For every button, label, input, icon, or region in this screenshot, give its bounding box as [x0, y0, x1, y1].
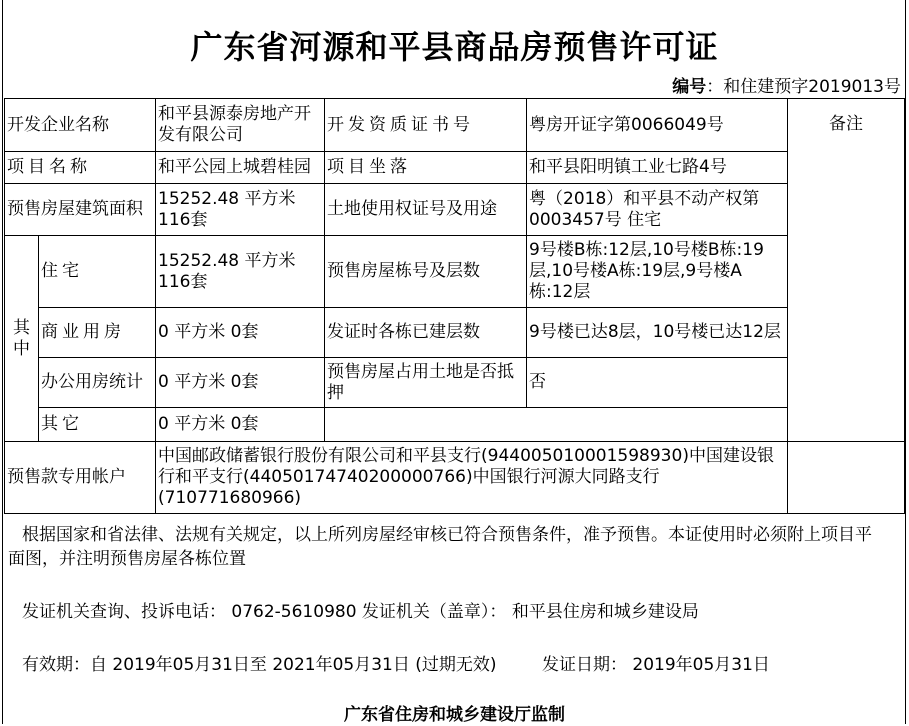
validity-text: 有效期：自 2019年05月31日至 2021年05月31日 (过期无效): [22, 655, 497, 675]
project-location-label: 项目坐落: [325, 152, 527, 184]
office-value: 0 平方米 0套: [156, 358, 325, 408]
presale-area-value: 15252.48 平方米 116套: [156, 184, 325, 236]
office-label: 办公用房统计: [39, 358, 156, 408]
building-floors-label: 预售房屋栋号及层数: [325, 236, 527, 308]
presale-area-label: 预售房屋建筑面积: [5, 184, 156, 236]
developer-label: 开发企业名称: [5, 99, 156, 152]
residential-value: 15252.48 平方米 116套: [156, 236, 325, 308]
mortgage-label: 预售房屋占用土地是否抵押: [325, 358, 527, 408]
certificate-number: [672, 72, 901, 97]
building-floors-value: 9号楼B栋:12层,10号楼B栋:19层,10号楼A栋:19层,9号楼A栋:12层: [527, 236, 788, 308]
account-value: 中国邮政储蓄银行股份有限公司和平县支行(944005010001598930)中国建设银行和平支行(44050174740200000766)中国银行河源大同路支行(710771680966): [156, 442, 788, 514]
built-floors-value: 9号楼已达8层，10号楼已达12层: [527, 308, 788, 358]
mortgage-value: 否: [527, 358, 788, 408]
commercial-label: 商业用房: [39, 308, 156, 358]
supervisor-footer: 广东省住房和城乡建设厅监制: [344, 705, 565, 725]
certificate-title: 广东省河源和平县商品房预售许可证: [190, 28, 719, 66]
residential-label: 住宅: [39, 236, 156, 308]
other-value: 0 平方米 0套: [156, 408, 325, 442]
permit-table: [4, 98, 905, 514]
issue-date-text: 发证日期： 2019年05月31日: [542, 655, 770, 675]
contact-text: 发证机关查询、投诉电话： 0762-5610980 发证机关（盖章）： 和平县住房和城乡建设局: [22, 602, 699, 622]
account-remark-cell: [788, 442, 905, 514]
number-label: 编号: [672, 77, 707, 97]
remark-cell: 备注: [788, 99, 905, 442]
statement-text: 根据国家和省法律、法规有关规定，以上所列房屋经审核已符合预售条件，准予预售。本证使用时必须附上项目平面图，并注明预售房屋各栋位置: [8, 525, 872, 569]
qualification-label: 开发资质证书号: [325, 99, 527, 152]
among-label: [5, 236, 39, 442]
qualification-value: 粤房开证字第0066049号: [527, 99, 788, 152]
number-value: ：和住建预字2019013号: [706, 77, 901, 97]
project-location-value: 和平县阳明镇工业七路4号: [527, 152, 788, 184]
built-floors-label: 发证时各栋已建层数: [325, 308, 527, 358]
developer-value: 和平县源泰房地产开发有限公司: [156, 99, 325, 152]
account-label: 预售款专用帐户: [5, 442, 156, 514]
other-label: 其它: [39, 408, 156, 442]
project-name-value: 和平公园上城碧桂园: [156, 152, 325, 184]
land-cert-value: 粤（2018）和平县不动产权第0003457号 住宅: [527, 184, 788, 236]
blank-cell: [325, 408, 788, 442]
project-name-label: 项目名称: [5, 152, 156, 184]
among-text: 其中: [13, 317, 30, 359]
commercial-value: 0 平方米 0套: [156, 308, 325, 358]
land-cert-label: 土地使用权证号及用途: [325, 184, 527, 236]
